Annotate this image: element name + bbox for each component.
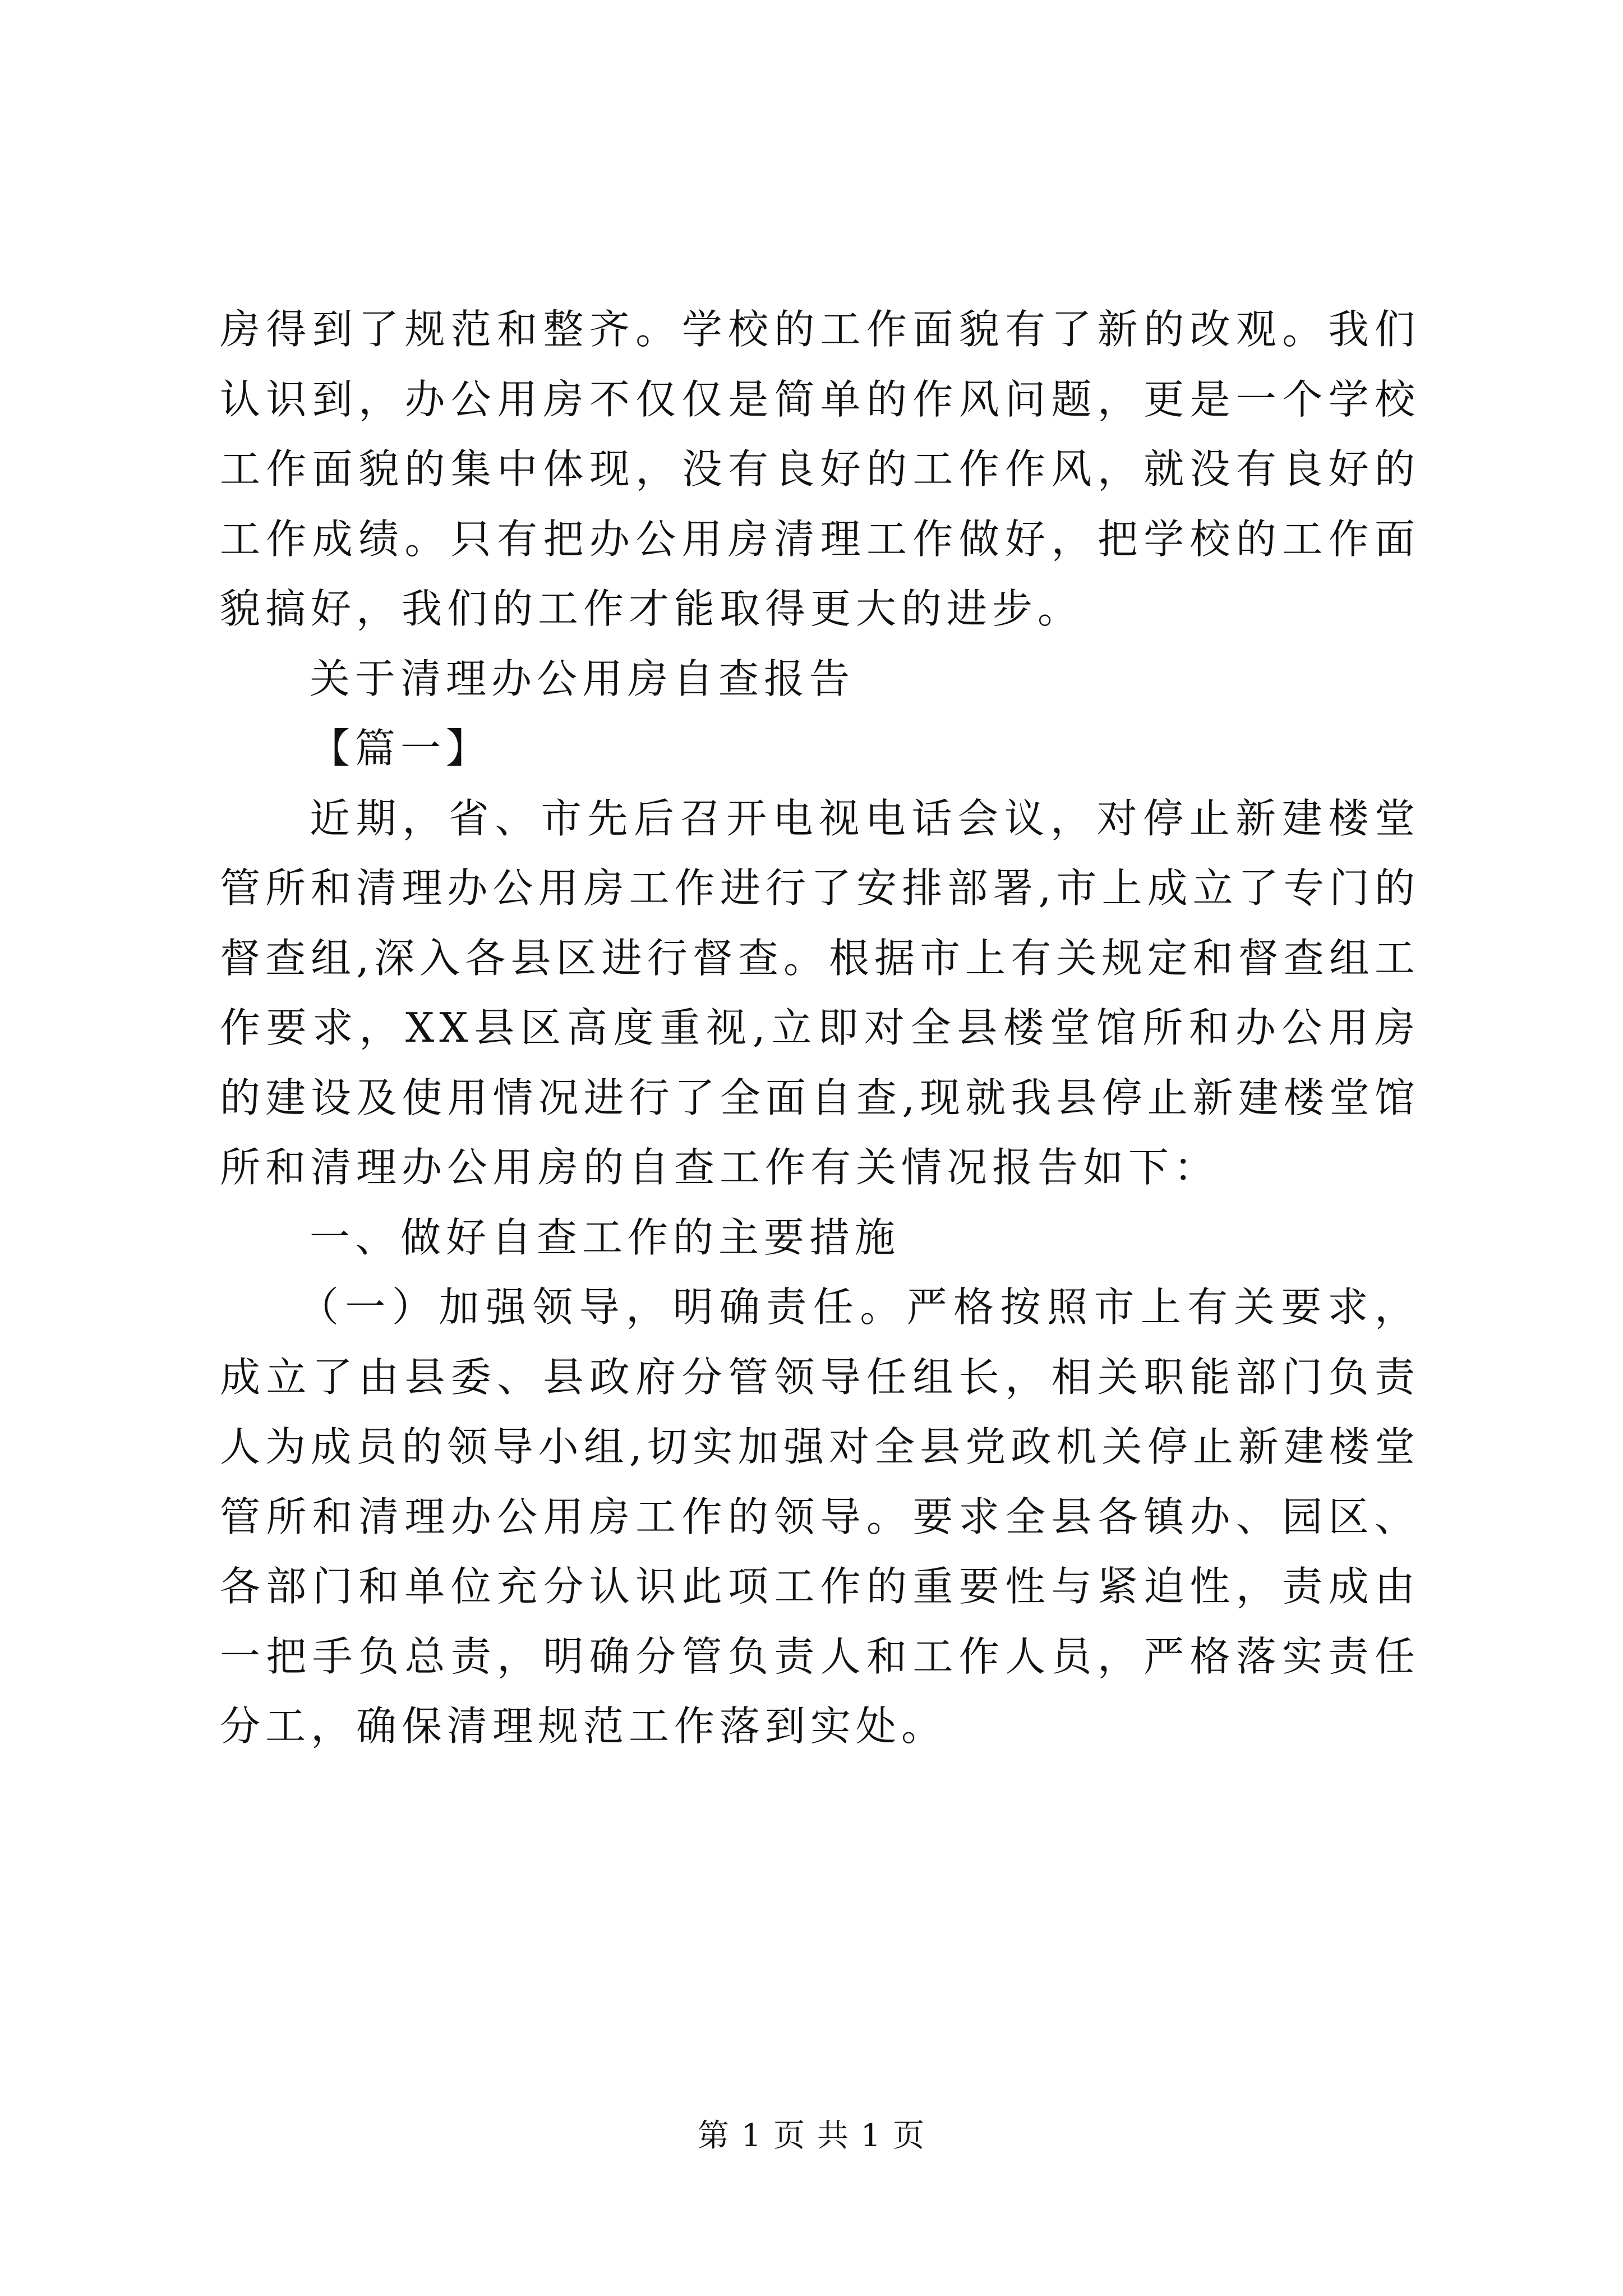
document-body xyxy=(220,295,1420,1761)
part-heading: 【篇一】 xyxy=(310,725,492,772)
section-title: 关于清理办公用房自查报告 xyxy=(310,655,855,702)
paragraph-continuation: 房得到了规范和整齐。学校的工作面貌有了新的改观。我们认识到，办公用房不仅仅是简单的作风问题，更是一个学校工作面貌的集中体现，没有良好的工作作风，就没有良好的工作成绩。只有把办公用房清理工作做好，把学校的工作面貌搞好，我们的工作才能取得更大的进步。 xyxy=(220,306,1420,632)
page-footer: 第 1 页 共 1 页 xyxy=(697,2118,926,2154)
paragraph-leadership: （一）加强领导，明确责任。严格按照市上有关要求，成立了由县委、县政府分管领导任组长，相关职能部门负责人为成员的领导小组,切实加强对全县党政机关停止新建楼堂管所和清理办公用房工作的领导。要求全县各镇办、园区、各部门和单位充分认识此项工作的重要性与紧迫性，责成由一把手负总责，明确分管负责人和工作人员，严格落实责任分工，确保清理规范工作落到实处。 xyxy=(220,1283,1420,1750)
subheading-measures: 一、做好自查工作的主要措施 xyxy=(310,1213,901,1261)
paragraph-intro: 近期，省、市先后召开电视电话会议，对停止新建楼堂管所和清理办公用房工作进行了安排部署,市上成立了专门的督查组,深入各县区进行督查。根据市上有关规定和督查组工作要求，XX县区高度重视,立即对全县楼堂馆所和办公用房的建设及使用情况进行了全面自查,现就我县停止新建楼堂馆所和清理办公用房的自查工作有关情况报告如下： xyxy=(220,794,1420,1191)
